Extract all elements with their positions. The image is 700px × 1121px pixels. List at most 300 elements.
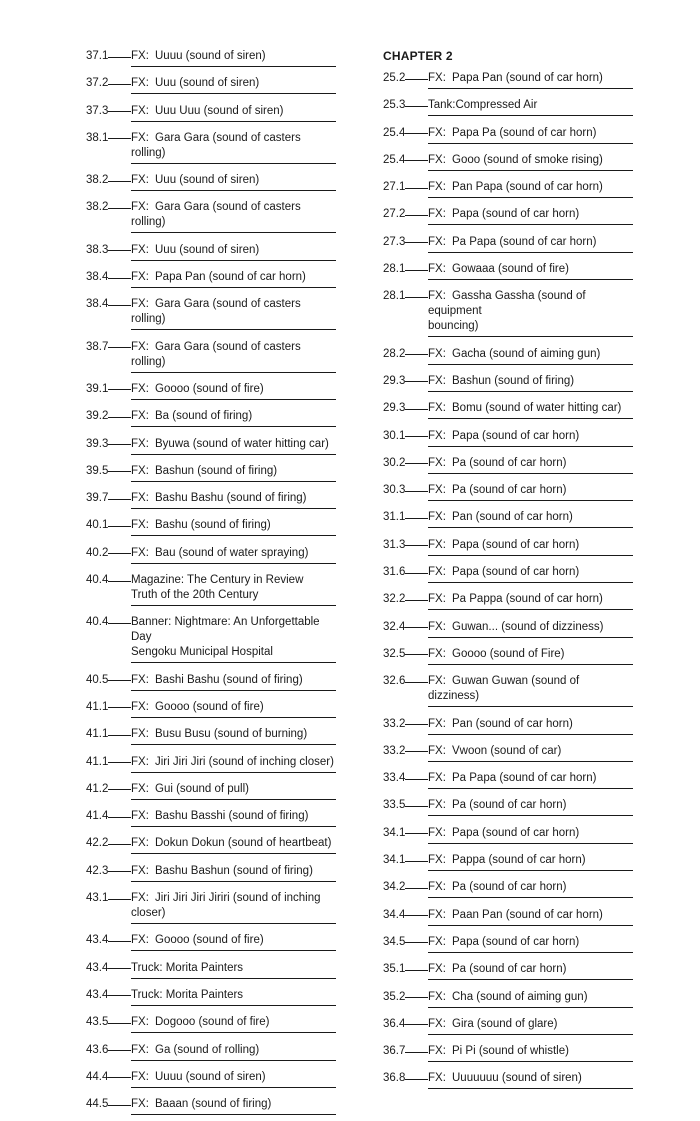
page-panel-number: 25.3 [383,99,406,112]
fx-label: FX: [428,456,446,469]
entry-body [131,382,336,400]
leader-line [108,680,131,681]
entry-body [428,483,633,501]
entry-text: Truck: Morita Painters [131,988,244,1001]
leader-line [108,871,131,872]
sfx-entry [383,768,633,789]
entry-body [428,126,633,144]
fx-label: FX: [428,290,446,303]
sfx-entry [383,507,633,528]
leader-line [108,995,131,996]
fx-label: FX: [131,437,149,450]
leader-line [108,707,131,708]
entry-body [428,374,633,392]
fx-label: FX: [131,201,149,214]
page-panel-number: 32.2 [383,593,406,606]
sfx-entry [86,240,336,261]
leader-line [405,79,428,80]
entry-body [428,401,633,419]
fx-label: FX: [428,675,446,688]
leader-line [405,779,428,780]
fx-label: FX: [428,511,446,524]
page-panel-number: 41.4 [86,810,109,823]
page-panel-number: 29.3 [383,374,406,387]
leader-line [108,762,131,763]
sfx-entry [383,823,633,844]
entry-body [428,153,633,171]
leader-line [405,806,428,807]
sfx-entry [383,644,633,665]
page-panel-number: 41.1 [86,755,109,768]
entry-text: Gooo (sound of smoke rising) [452,153,603,166]
fx-label: FX: [428,647,446,660]
fx-label: FX: [131,1043,149,1056]
entry-body [428,647,633,665]
sfx-entry [86,861,336,882]
entry-body [428,853,633,871]
entry-text: Uuu Uuu (sound of siren) [155,104,284,117]
entry-text: Papa Pan (sound of car horn) [452,72,603,84]
sfx-entry [383,123,633,144]
fx-label: FX: [428,854,446,867]
entry-body [131,131,336,164]
page-panel-number: 40.4 [86,574,109,587]
page-panel-number: 38.2 [86,174,109,187]
entry-text: Gara Gara (sound of casters rolling) [131,201,301,229]
entry-text: Pa Papa (sound of car horn) [452,772,597,785]
sfx-entry [383,987,633,1008]
leader-line [108,111,131,112]
sfx-entry [383,426,633,447]
page-panel-number: 43.1 [86,892,109,905]
leader-line [405,573,428,574]
entry-body [131,755,336,773]
leader-line [108,581,131,582]
entry-body [428,180,633,198]
sfx-entry [86,46,336,67]
leader-line [108,250,131,251]
entry-text: Uuuu (sound of siren) [155,1070,266,1083]
leader-line [108,499,131,500]
entry-text: Tank:Compressed Air [428,99,538,112]
entry-text: Bau (sound of water spraying) [155,546,309,559]
sfx-entry [86,101,336,122]
sfx-entry [86,806,336,827]
entry-body [131,546,336,564]
leader-line [405,1079,428,1080]
entry-body [131,615,336,663]
sfx-entry [86,1067,336,1088]
fx-label: FX: [131,934,149,947]
leader-line [405,654,428,655]
page-panel-number: 30.1 [383,429,406,442]
sfx-entry [383,562,633,583]
page-panel-number: 43.5 [86,1016,109,1029]
leader-line [108,208,131,209]
sfx-entry [383,232,633,253]
leader-line [405,106,428,107]
entry-body [428,798,633,816]
entry-body [428,880,633,898]
leader-line [108,389,131,390]
fx-label: FX: [428,153,446,166]
leader-line [108,278,131,279]
page-panel-number: 37.3 [86,104,109,117]
page-panel-number: 40.2 [86,546,109,559]
page-panel-number: 43.6 [86,1043,109,1056]
sfx-entry [383,671,633,707]
fx-label: FX: [428,935,446,948]
leader-line [405,133,428,134]
sfx-entry [86,779,336,800]
entry-text: Truck: Morita Painters [131,961,244,974]
leader-line [405,1052,428,1053]
entry-text: Papa Pan (sound of car horn) [155,271,306,284]
page-panel-number: 38.7 [86,340,109,353]
fx-label: FX: [131,782,149,795]
leader-line [108,417,131,418]
entry-text: Pan (sound of car horn) [452,511,573,524]
sfx-entry [86,434,336,455]
entry-text: Jiri Jiri Jiri (sound of inching closer) [155,755,334,768]
sfx-entry [86,488,336,509]
sfx-entry [383,877,633,898]
leader-line [108,471,131,472]
fx-label: FX: [131,340,149,353]
entry-text: Pa Papa (sound of car horn) [452,235,597,248]
right-column [383,46,633,1096]
page-panel-number: 36.7 [383,1045,406,1058]
entry-text: Vwoon (sound of car) [452,744,562,757]
entry-text: Goooo (sound of fire) [155,382,264,395]
entry-body [131,270,336,288]
entry-text: Busu Busu (sound of burning) [155,728,308,741]
page-panel-number: 40.5 [86,673,109,686]
entry-text: Gara Gara (sound of casters rolling) [131,131,301,159]
sfx-entry [383,1014,633,1035]
sfx-entry [86,197,336,233]
sfx-entry [383,932,633,953]
leader-line [405,242,428,243]
leader-line [108,347,131,348]
leader-line [108,526,131,527]
entry-text: Gacha (sound of aiming gun) [452,347,601,360]
entry-body [131,49,336,67]
leader-line [405,545,428,546]
page-panel-number: 28.2 [383,347,406,360]
leader-line [405,942,428,943]
entry-body [131,864,336,882]
fx-label: FX: [428,908,446,921]
entry-body [428,510,633,528]
fx-label: FX: [131,810,149,823]
entry-body [131,518,336,536]
entry-body [428,289,633,337]
entry-body [428,565,633,583]
entry-text: Pa Pappa (sound of car horn) [452,593,603,606]
entry-body [131,104,336,122]
leader-line [405,997,428,998]
entry-text: Paan Pan (sound of car horn) [452,908,603,921]
sfx-entry [383,795,633,816]
entry-body [131,76,336,94]
fx-label: FX: [428,263,446,276]
leader-line [108,305,131,306]
fx-label: FX: [428,126,446,139]
page-panel-number: 39.2 [86,410,109,423]
page-panel-number: 39.7 [86,492,109,505]
page-panel-number: 27.2 [383,208,406,221]
sfx-entry [383,850,633,871]
fx-label: FX: [131,382,149,395]
entry-text: Guwan Guwan (sound of dizziness) [428,675,580,703]
fx-label: FX: [428,402,446,415]
page-panel-number: 28.1 [383,263,406,276]
entry-text: Ga (sound of rolling) [155,1043,260,1056]
entry-text: Pa (sound of car horn) [452,963,567,976]
entry-body [131,961,336,979]
entry-text: Pa (sound of car horn) [452,456,567,469]
sfx-entry [86,752,336,773]
leader-line [405,381,428,382]
page-panel-number: 36.8 [383,1072,406,1085]
entry-body [428,1071,633,1089]
page-panel-number: 35.2 [383,990,406,1003]
entry-body [428,456,633,474]
entry-body [131,340,336,373]
page-panel-number: 38.3 [86,243,109,256]
page-panel-number: 38.4 [86,271,109,284]
entry-body [131,700,336,718]
sfx-entry [383,714,633,735]
sfx-entry [383,741,633,762]
fx-label: FX: [428,538,446,551]
entry-body [428,207,633,225]
entry-text: Uuu (sound of siren) [155,174,260,187]
sfx-entry [86,724,336,745]
fx-label: FX: [131,174,149,187]
fx-label: FX: [428,484,446,497]
page-panel-number: 28.1 [383,290,406,303]
entry-body [428,674,633,707]
entry-text: Papa (sound of car horn) [452,538,580,551]
fx-label: FX: [428,620,446,633]
leader-line [405,297,428,298]
entry-body [428,235,633,253]
entry-text: Jiri Jiri Jiri Jiriri (sound of inching closer) [131,892,321,920]
page-panel-number: 34.2 [383,881,406,894]
page-panel-number: 44.5 [86,1098,109,1111]
page-panel-number: 31.1 [383,511,406,524]
sfx-entry [86,267,336,288]
entry-text: Magazine: The Century in Review Truth of the 20th Century [131,574,304,602]
entry-text: Pappa (sound of car horn) [452,854,586,867]
fx-label: FX: [428,374,446,387]
fx-label: FX: [131,131,149,144]
entry-text: Pa (sound of car horn) [452,799,567,812]
sfx-entry [86,985,336,1006]
sfx-entry [383,177,633,198]
leader-line [108,844,131,845]
leader-line [405,1024,428,1025]
sfx-entry [86,379,336,400]
leader-line [108,1105,131,1106]
page-panel-number: 39.5 [86,464,109,477]
entry-body [131,243,336,261]
leader-line [405,627,428,628]
entry-body [131,409,336,427]
fx-label: FX: [428,429,446,442]
entry-body [131,891,336,924]
entry-text: Dokun Dokun (sound of heartbeat) [155,837,332,850]
entry-text: Bashi Bashu (sound of firing) [155,673,303,686]
fx-label: FX: [428,744,446,757]
sfx-entry [86,406,336,427]
page-panel-number: 36.4 [383,1017,406,1030]
page-panel-number: 34.5 [383,935,406,948]
entry-body [428,826,633,844]
fx-label: FX: [131,298,149,311]
entry-text: Pi Pi (sound of whistle) [452,1045,569,1058]
entry-text: Uuu (sound of siren) [155,77,260,90]
fx-label: FX: [131,1070,149,1083]
page-panel-number: 37.1 [86,50,109,62]
entry-text: Papa (sound of car horn) [452,935,580,948]
sfx-entry [383,95,633,116]
entry-text: Bashun (sound of firing) [452,374,575,387]
page-panel-number: 29.3 [383,402,406,415]
leader-line [108,899,131,900]
fx-label: FX: [428,593,446,606]
sfx-entry [86,337,336,373]
entry-body [131,173,336,191]
entry-body [428,347,633,365]
entry-body [131,491,336,509]
leader-line [405,436,428,437]
page-panel-number: 30.2 [383,456,406,469]
page-panel-number: 41.2 [86,782,109,795]
fx-label: FX: [131,464,149,477]
leader-line [405,518,428,519]
entry-text: Pan Papa (sound of car horn) [452,181,603,194]
fx-label: FX: [428,826,446,839]
sfx-entry [383,68,633,89]
entry-body [428,620,633,638]
entry-text: Bashu (sound of firing) [155,519,271,532]
leader-line [108,1077,131,1078]
page-panel-number: 37.2 [86,77,109,90]
sfx-entry [86,958,336,979]
entry-text: Uuuu (sound of siren) [155,50,266,62]
page-panel-number: 43.4 [86,988,109,1001]
entry-body [428,771,633,789]
entry-body [131,988,336,1006]
sfx-entry [86,515,336,536]
leader-line [405,409,428,410]
sfx-entry [383,905,633,926]
fx-label: FX: [428,347,446,360]
leader-line [405,833,428,834]
sfx-entry [86,294,336,330]
page-panel-number: 33.5 [383,799,406,812]
fx-label: FX: [428,1017,446,1030]
sfx-entry [86,930,336,951]
sfx-entry [383,959,633,980]
fx-label: FX: [131,1016,149,1029]
leader-line [108,623,131,624]
entry-body [131,200,336,233]
entry-text: Gassha Gassha (sound of equipment bouncing) [428,290,586,333]
leader-line [405,188,428,189]
fx-label: FX: [428,990,446,1003]
entry-text: Baaan (sound of firing) [155,1098,272,1111]
chapter-heading: CHAPTER 2 [383,49,453,63]
entry-body [131,1015,336,1033]
sfx-entry [86,1094,336,1115]
entry-text: Cha (sound of aiming gun) [452,990,588,1003]
sfx-entry [383,371,633,392]
sfx-entry [86,73,336,94]
page-panel-number: 32.5 [383,647,406,660]
entry-text: Bashu Basshi (sound of firing) [155,810,309,823]
fx-label: FX: [131,519,149,532]
fx-label: FX: [428,772,446,785]
leader-line [108,84,131,85]
leader-line [405,861,428,862]
leader-line [108,57,131,58]
sfx-entry [86,833,336,854]
entry-text: Ba (sound of firing) [155,410,253,423]
page-panel-number: 32.4 [383,620,406,633]
sfx-entry [383,204,633,225]
sfx-entry [86,697,336,718]
fx-label: FX: [131,492,149,505]
sfx-entry [86,1040,336,1061]
page-panel-number: 31.6 [383,566,406,579]
entry-text: Gara Gara (sound of casters rolling) [131,340,301,368]
fx-label: FX: [131,892,149,905]
page-panel-number: 38.4 [86,298,109,311]
page-panel-number: 25.4 [383,126,406,139]
entry-body [428,1044,633,1062]
fx-label: FX: [131,673,149,686]
fx-label: FX: [428,963,446,976]
sfx-entry [383,344,633,365]
sfx-entry [383,589,633,610]
entry-text: Guwan... (sound of dizziness) [452,620,604,633]
entry-text: Papa (sound of car horn) [452,208,580,221]
fx-label: FX: [131,243,149,256]
fx-label: FX: [428,566,446,579]
entry-text: Banner: Nightmare: An Unforgettable Day Sengoku Municipal Hospital [131,616,320,659]
sfx-entry [86,461,336,482]
leader-line [108,735,131,736]
sfx-entry [383,1068,633,1089]
entry-text: Papa Pa (sound of car horn) [452,126,597,139]
page-panel-number: 40.4 [86,616,109,629]
sfx-entry [86,570,336,606]
entry-body [131,673,336,691]
sfx-entry [383,617,633,638]
page-panel-number: 43.4 [86,961,109,974]
leader-line [108,941,131,942]
page-panel-number: 30.3 [383,484,406,497]
entry-text: Bashu Bashu (sound of firing) [155,492,307,505]
leader-line [108,444,131,445]
page-panel-number: 40.1 [86,519,109,532]
page-panel-number: 35.1 [383,963,406,976]
page-panel-number: 31.3 [383,538,406,551]
